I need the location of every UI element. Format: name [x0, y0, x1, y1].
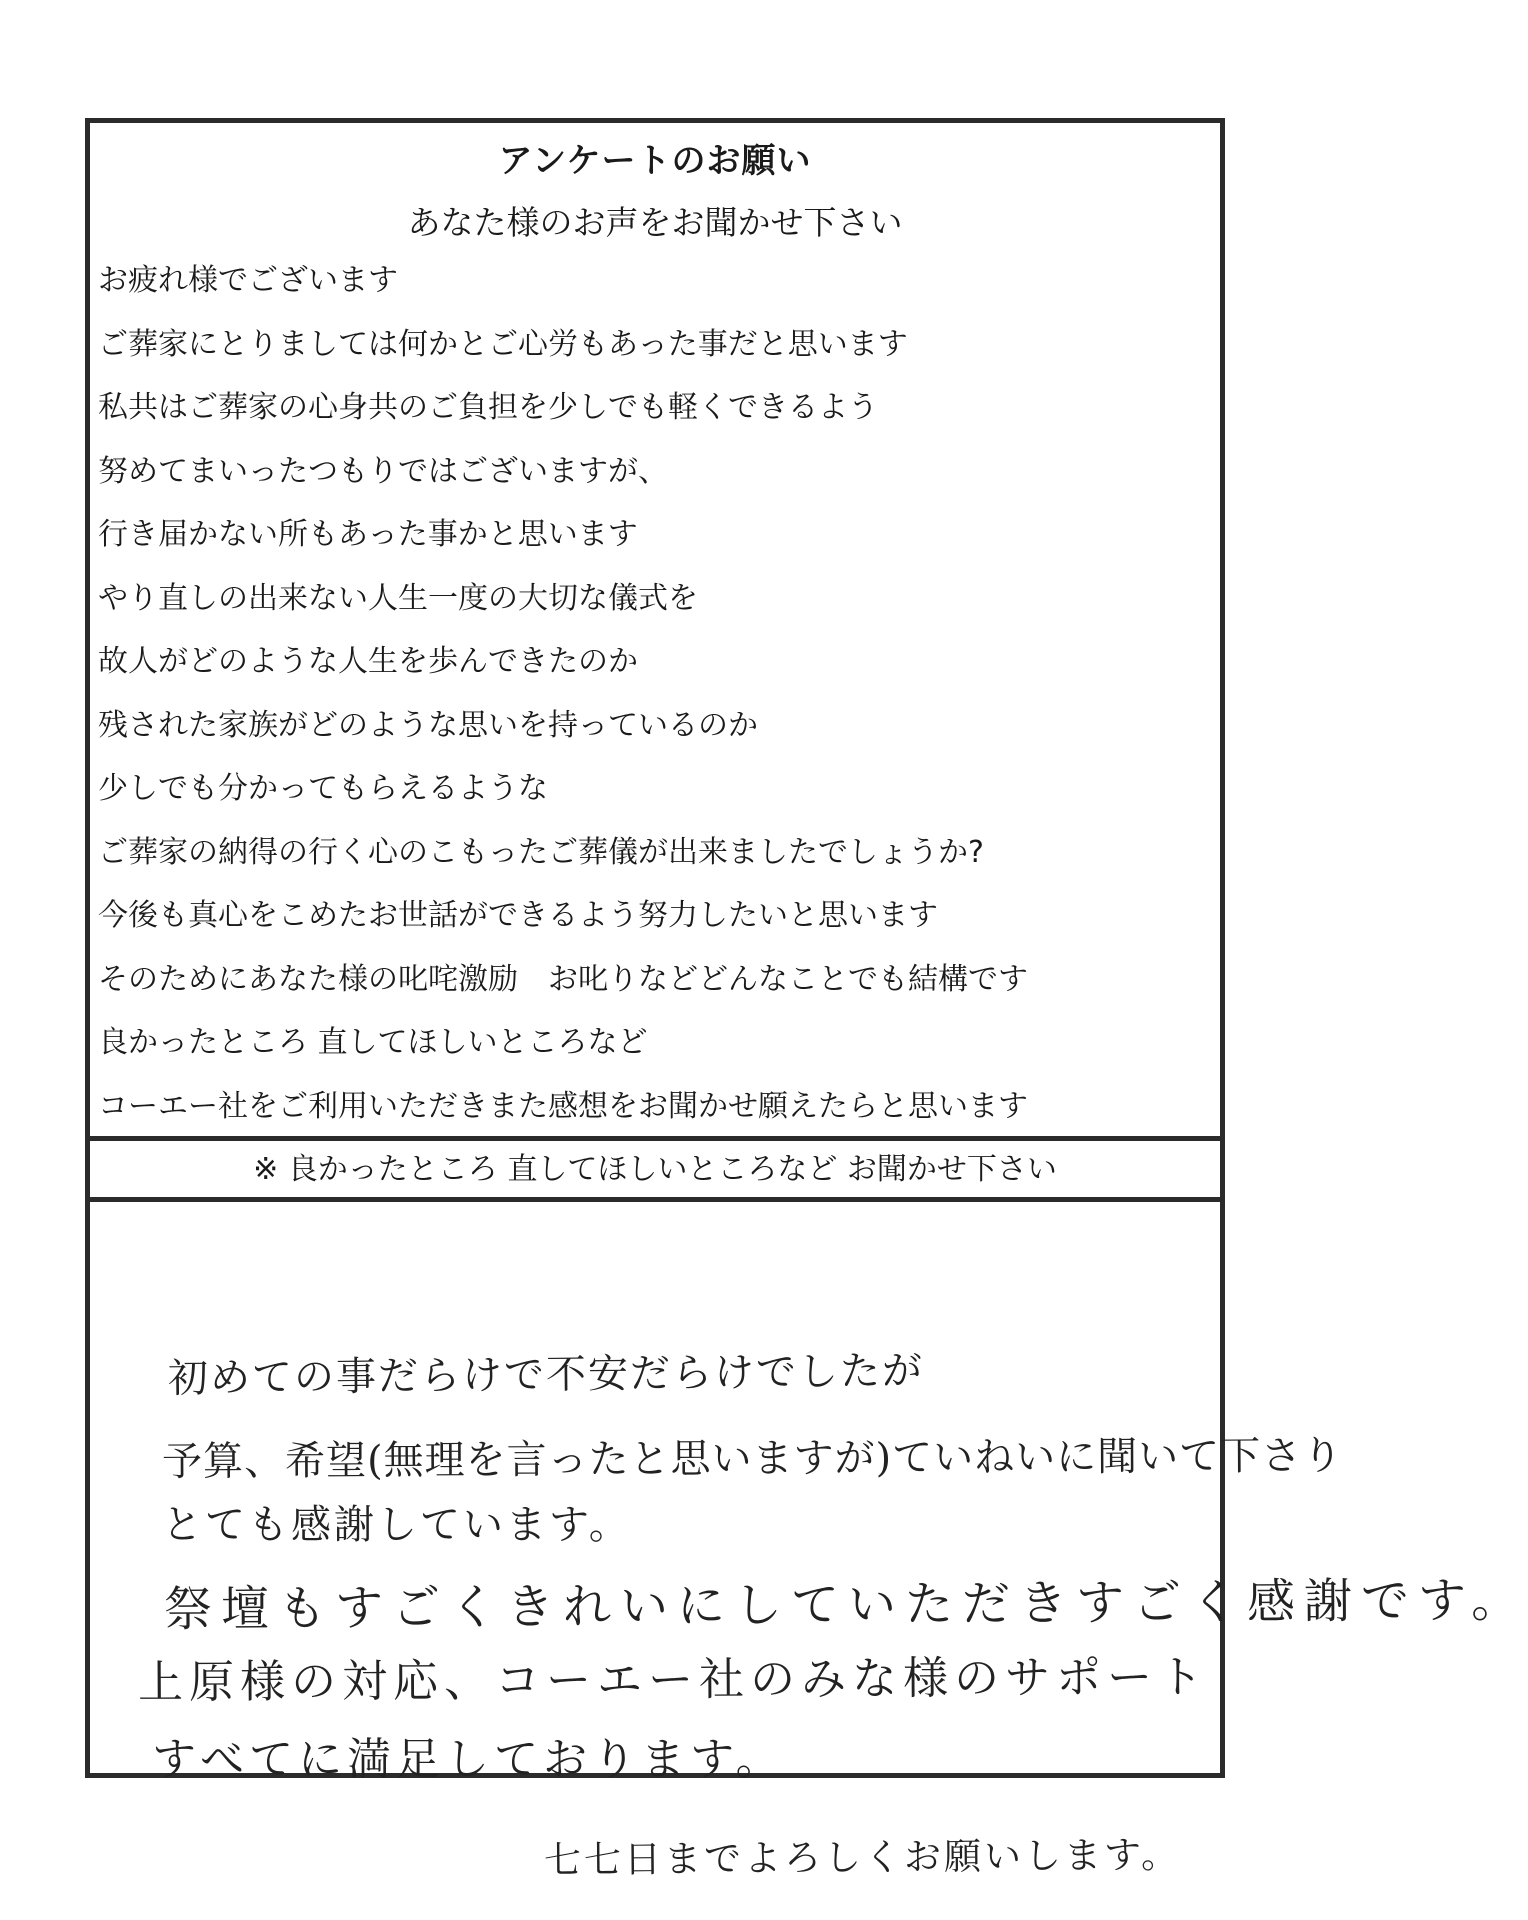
- body-line: お疲れ様でございます: [98, 263, 398, 298]
- handwritten-line: とても感謝しています。: [162, 1502, 632, 1548]
- body-line: 私共はご葬家の心身共のご負担を少しでも軽くできるよう: [98, 390, 878, 425]
- body-line: 努めてまいったつもりではございますが、: [98, 453, 668, 489]
- body-line: 残された家族がどのような思いを持っているのか: [98, 707, 758, 743]
- handwritten-answer-area: [90, 1203, 1528, 1882]
- body-line: やり直しの出来ない人生一度の大切な儀式を: [98, 580, 698, 616]
- questionnaire-form: [85, 118, 1528, 1882]
- body-line: 良かったところ 直してほしいところなど: [98, 1025, 648, 1060]
- handwritten-line: 上原様の対応、コーエー社のみな様のサポート: [137, 1650, 1210, 1709]
- section-divider-top: [90, 1136, 1220, 1141]
- section-divider-bottom: [90, 1197, 1220, 1202]
- body-line: 今後も真心をこめたお世話ができるよう努力したいと思います: [98, 898, 938, 933]
- body-line: 少しでも分かってもらえるような: [98, 771, 548, 806]
- answer-section-header: ※ 良かったところ 直してほしいところなど お聞かせ下さい: [253, 1152, 1057, 1187]
- body-line: コーエー社をご利用いただきまた感想をお聞かせ願えたらと思います: [98, 1088, 1028, 1124]
- handwritten-line: 祭壇もすごくきれいにしていただきすごく感謝です。: [163, 1572, 1528, 1638]
- body-line: 行き届かない所もあった事かと思います: [98, 517, 638, 552]
- body-line: ご葬家の納得の行く心のこもったご葬儀が出来ましたでしょうか?: [98, 834, 984, 870]
- form-body-text: [98, 261, 1210, 1150]
- form-subtitle: あなた様のお声をお聞かせ下さい: [407, 203, 903, 242]
- body-line: そのためにあなた様の叱咤激励 お叱りなどどんなことでも結構です: [98, 961, 1028, 997]
- handwritten-line: 初めての事だらけで不安だらけでしたが: [167, 1348, 925, 1402]
- form-title: アンケートのお願い: [498, 141, 812, 181]
- handwritten-closing-line: 七七日までよろしくお願いします。: [543, 1833, 1182, 1882]
- handwritten-line: 予算、希望(無理を言ったと思いますが)ていねいに聞いて下さり: [161, 1432, 1344, 1486]
- body-line: 故人がどのような人生を歩んできたのか: [98, 644, 638, 679]
- body-line: ご葬家にとりましては何かとご心労もあった事だと思います: [98, 326, 908, 362]
- handwritten-line: すべてに満足しております。: [152, 1734, 785, 1785]
